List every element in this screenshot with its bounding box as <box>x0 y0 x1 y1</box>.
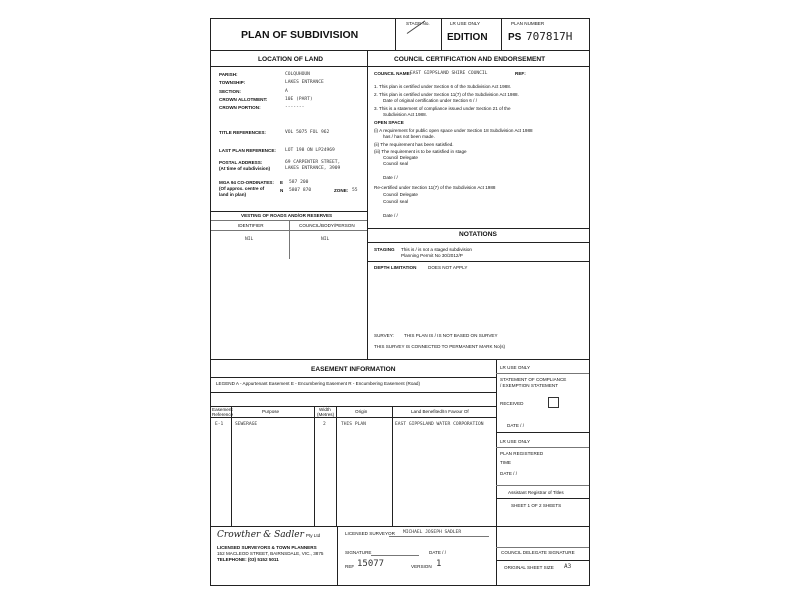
footer-line-3: TELEPHONE: (03) 5152 5011 <box>217 557 279 562</box>
easement-col-ref-2: Reference <box>212 412 234 417</box>
easement-rule <box>211 377 496 378</box>
n-value: 5807 870 <box>289 188 312 193</box>
easement-col-ref-1: Easement <box>212 407 233 412</box>
header-divider <box>395 19 396 50</box>
township-value: LAKES ENTRANCE <box>285 80 324 85</box>
n-label: N <box>280 188 284 193</box>
location-heading-rule <box>211 66 367 67</box>
cert-item-2: 2. This plan is certified under Section 11(7) of the Subdivision Act 1988. <box>374 92 519 97</box>
open-space-1b: has / has not been made. <box>383 134 435 139</box>
staging-label: STAGING <box>374 247 395 252</box>
council-seal: Council seal <box>383 161 409 166</box>
easement-col-divider <box>231 406 232 526</box>
easement-col-divider <box>314 406 315 526</box>
easement-row-land: EAST GIPPSLAND WATER CORPORATION <box>395 422 484 427</box>
lr-panel-rule <box>496 373 589 374</box>
depth-limitation-value: DOES NOT APPLY <box>428 265 468 270</box>
postal-note: (At time of subdivision) <box>219 166 271 171</box>
plan-number-label: PLAN NUMBER <box>511 21 545 26</box>
open-space-2: (ii) The requirement has been satisfied. <box>374 142 454 147</box>
sheet-count: SHEET 1 OF 2 SHEETS <box>511 503 562 508</box>
mga-label: MGA 94 CO-ORDINATES: <box>219 180 274 185</box>
vesting-col-identifier: IDENTIFIER <box>238 223 264 228</box>
vesting-heading: VESTING OF ROADS AND/OR RESERVES <box>241 213 333 218</box>
statement-compliance-2: / EXEMPTION STATEMENT <box>500 383 559 388</box>
notations-heading: NOTATIONS <box>459 231 497 238</box>
postal-line-2: LAKES ENTRANCE, 3909 <box>285 166 341 171</box>
received-label: RECEIVED <box>500 401 524 406</box>
zone-label: ZONE: <box>334 188 349 193</box>
council-name-label: COUNCIL NAME: <box>374 71 412 76</box>
easement-table-top <box>211 406 496 407</box>
lr-use-only-label: LR USE ONLY <box>450 21 481 26</box>
crown-allotment-label: CROWN ALLOTMENT: <box>219 97 268 102</box>
council-date: Date / / <box>383 175 398 180</box>
postal-label: POSTAL ADDRESS: <box>219 160 263 165</box>
zone-value: 55 <box>352 188 358 193</box>
mga-note-1: (Of approx. centre of <box>219 186 265 191</box>
lr-date-2: DATE / / <box>500 471 518 476</box>
version-label: VERSION <box>411 564 432 569</box>
signature-line <box>371 555 419 556</box>
footer-top-rule <box>211 526 589 527</box>
vesting-identifier-value: NIL <box>245 237 254 242</box>
column-divider <box>367 50 368 359</box>
title-refs-label: TITLE REFERENCES: <box>219 130 266 135</box>
township-label: TOWNSHIP: <box>219 80 246 85</box>
lr-use-only-label-2: LR USE ONLY <box>500 365 531 370</box>
crown-allotment-value: 10E (PART) <box>285 97 313 102</box>
vesting-col-divider <box>289 220 290 259</box>
easement-row-width: 2 <box>323 422 326 427</box>
council-heading: COUNCIL CERTIFICATION AND ENDORSEMENT <box>394 56 546 63</box>
council-date-2: Date / / <box>383 213 398 218</box>
easement-heading: EASEMENT INFORMATION <box>311 366 396 373</box>
edition-label: EDITION <box>447 32 488 43</box>
easement-col-origin: Origin <box>355 409 368 414</box>
mga-note-2: land in plan) <box>219 192 247 197</box>
depth-limitation-label: DEPTH LIMITATION <box>374 265 417 270</box>
location-heading: LOCATION OF LAND <box>258 56 324 63</box>
parish-label: PARISH: <box>219 72 238 77</box>
easement-col-purpose: Purpose <box>262 409 280 414</box>
assistant-registrar: Assistant Registrar of Titles <box>508 490 564 495</box>
open-space-3: (iii) The requirement is to be satisfied in stage <box>374 149 467 154</box>
council-ref-label: REF: <box>515 71 526 76</box>
plan-sheet <box>210 18 590 586</box>
e-label: E <box>280 180 284 185</box>
survey-label: SURVEY: <box>374 333 394 338</box>
received-checkbox[interactable] <box>548 397 559 408</box>
footer-date-label: DATE / / <box>429 550 447 555</box>
easement-row-origin: THIS PLAN <box>341 422 366 427</box>
footer-divider <box>337 526 338 585</box>
delegate-signature-line <box>496 547 589 548</box>
surveyor-name-line <box>389 536 489 537</box>
licensed-surveyor-name: MICHAEL JOSEPH SADLER <box>403 530 462 535</box>
section-value: A <box>285 89 288 94</box>
postal-line-1: 69 CARPENTER STREET, <box>285 160 341 165</box>
logo-suffix: Pty Ltd <box>305 533 321 538</box>
last-plan-value: LOT 198 ON LP24969 <box>285 148 335 153</box>
ref-label: REF <box>345 564 355 569</box>
cert-item-1: 1. This plan is certified under Section 6 of the Subdivision Act 1988. <box>374 84 512 89</box>
title-refs-value: VOL 5075 FOL 962 <box>285 130 330 135</box>
statement-compliance-1: STATEMENT OF COMPLIANCE <box>500 377 567 382</box>
header-divider <box>501 19 502 50</box>
original-sheet-size: A3 <box>564 563 572 570</box>
council-delegate-signature: COUNCIL DELEGATE SIGNATURE <box>501 550 575 555</box>
registered-time: TIME <box>500 460 511 465</box>
header-divider <box>441 19 442 50</box>
footer-rule <box>496 560 589 561</box>
version-value: 1 <box>436 559 442 569</box>
signature-label: SIGNATURE <box>345 550 372 555</box>
surveyor-logo <box>217 530 320 540</box>
council-delegate-2: Council Delegate <box>383 192 418 197</box>
recertified: Re-certified under Section 11(7) of the Subdivision Act 1988 <box>374 185 496 190</box>
e-value: 587 200 <box>289 180 309 185</box>
footer-line-2: 152 MACLEOD STREET, BAIRNSDALE, VIC., 3875 <box>217 551 324 556</box>
council-heading-rule <box>367 66 589 67</box>
easement-row-purpose: SEWERAGE <box>235 422 258 427</box>
ref-value: 15077 <box>357 559 385 569</box>
council-name: EAST GIPPSLAND SHIRE COUNCIL <box>410 71 488 76</box>
vesting-top-rule <box>211 211 367 212</box>
cert-item-3b: Subdivision Act 1988. <box>383 112 427 117</box>
easement-col-width-2: (Metres) <box>317 412 335 417</box>
plan-number-prefix: PS <box>508 32 522 43</box>
lr-panel-rule <box>496 432 589 433</box>
lr-date-1: DATE / / <box>507 423 525 428</box>
notations-rule <box>367 261 589 262</box>
easement-col-divider <box>392 406 393 526</box>
lr-panel-divider <box>496 359 497 526</box>
survey-text: THIS PLAN IS / IS NOT BASED ON SURVEY <box>404 333 498 338</box>
easement-legend: LEGEND A - Appurtenant Easement E - Encumbering Easement R - Encumbering Easement (Road) <box>216 381 421 386</box>
notations-rule <box>367 242 589 243</box>
open-space-1: (i) A requirement for public open space under Section 18 Subdivision Act 1988 <box>374 128 533 133</box>
logo-name: Crowther & Sadler <box>217 530 304 540</box>
open-space-heading: OPEN SPACE <box>374 120 404 125</box>
vesting-rule <box>211 230 367 231</box>
header-divider <box>211 50 589 51</box>
lr-use-only-label-3: LR USE ONLY <box>500 439 531 444</box>
survey-connected: THIS SURVEY IS CONNECTED TO PERMANENT MARK No(s) <box>374 344 506 349</box>
cert-item-3: 3. This is a statement of compliance issued under Section 21 of the <box>374 106 511 111</box>
easement-rule <box>211 392 496 393</box>
lr-panel-rule <box>496 498 589 499</box>
footer-divider <box>496 513 497 585</box>
parish-value: COLQUHOUN <box>285 72 310 77</box>
notations-top-rule <box>367 228 589 229</box>
footer-line-1: LICENSED SURVEYORS & TOWN PLANNERS <box>217 545 317 550</box>
easement-col-width-1: Width <box>319 407 331 412</box>
council-delegate: Council Delegate <box>383 155 418 160</box>
lr-panel-rule <box>496 485 589 486</box>
plan-title: PLAN OF SUBDIVISION <box>241 29 359 41</box>
last-plan-label: LAST PLAN REFERENCE: <box>219 148 276 153</box>
plan-number: 707817H <box>526 30 573 43</box>
vesting-council-value: NIL <box>321 237 330 242</box>
easement-col-divider <box>336 406 337 526</box>
lr-panel-rule <box>496 447 589 448</box>
planning-permit: Planning Permit No 30/2012/P <box>401 253 463 258</box>
easement-top-rule <box>211 359 589 360</box>
vesting-col-council: COUNCIL/BODY/PERSON <box>299 223 355 228</box>
council-seal-2: Council seal <box>383 199 409 204</box>
licensed-surveyor-label: LICENSED SURVEYOR <box>345 531 395 536</box>
plan-registered: PLAN REGISTERED <box>500 451 544 456</box>
section-label: SECTION: <box>219 89 241 94</box>
easement-table-header-rule <box>211 417 496 418</box>
cert-item-2b: Date of original certification under Section 6 / / <box>383 98 477 103</box>
original-sheet-size-label: ORIGINAL SHEET SIZE <box>504 565 554 570</box>
crown-portion-value: ------- <box>285 105 305 110</box>
crown-portion-label: CROWN PORTION: <box>219 105 261 110</box>
easement-row-ref: E-1 <box>215 422 224 427</box>
easement-col-land: Land Benefited/In Favour Of <box>411 409 469 414</box>
stage-label: STAGE No. <box>406 21 430 26</box>
staging-text: This is / is not a staged subdivision <box>401 247 472 252</box>
